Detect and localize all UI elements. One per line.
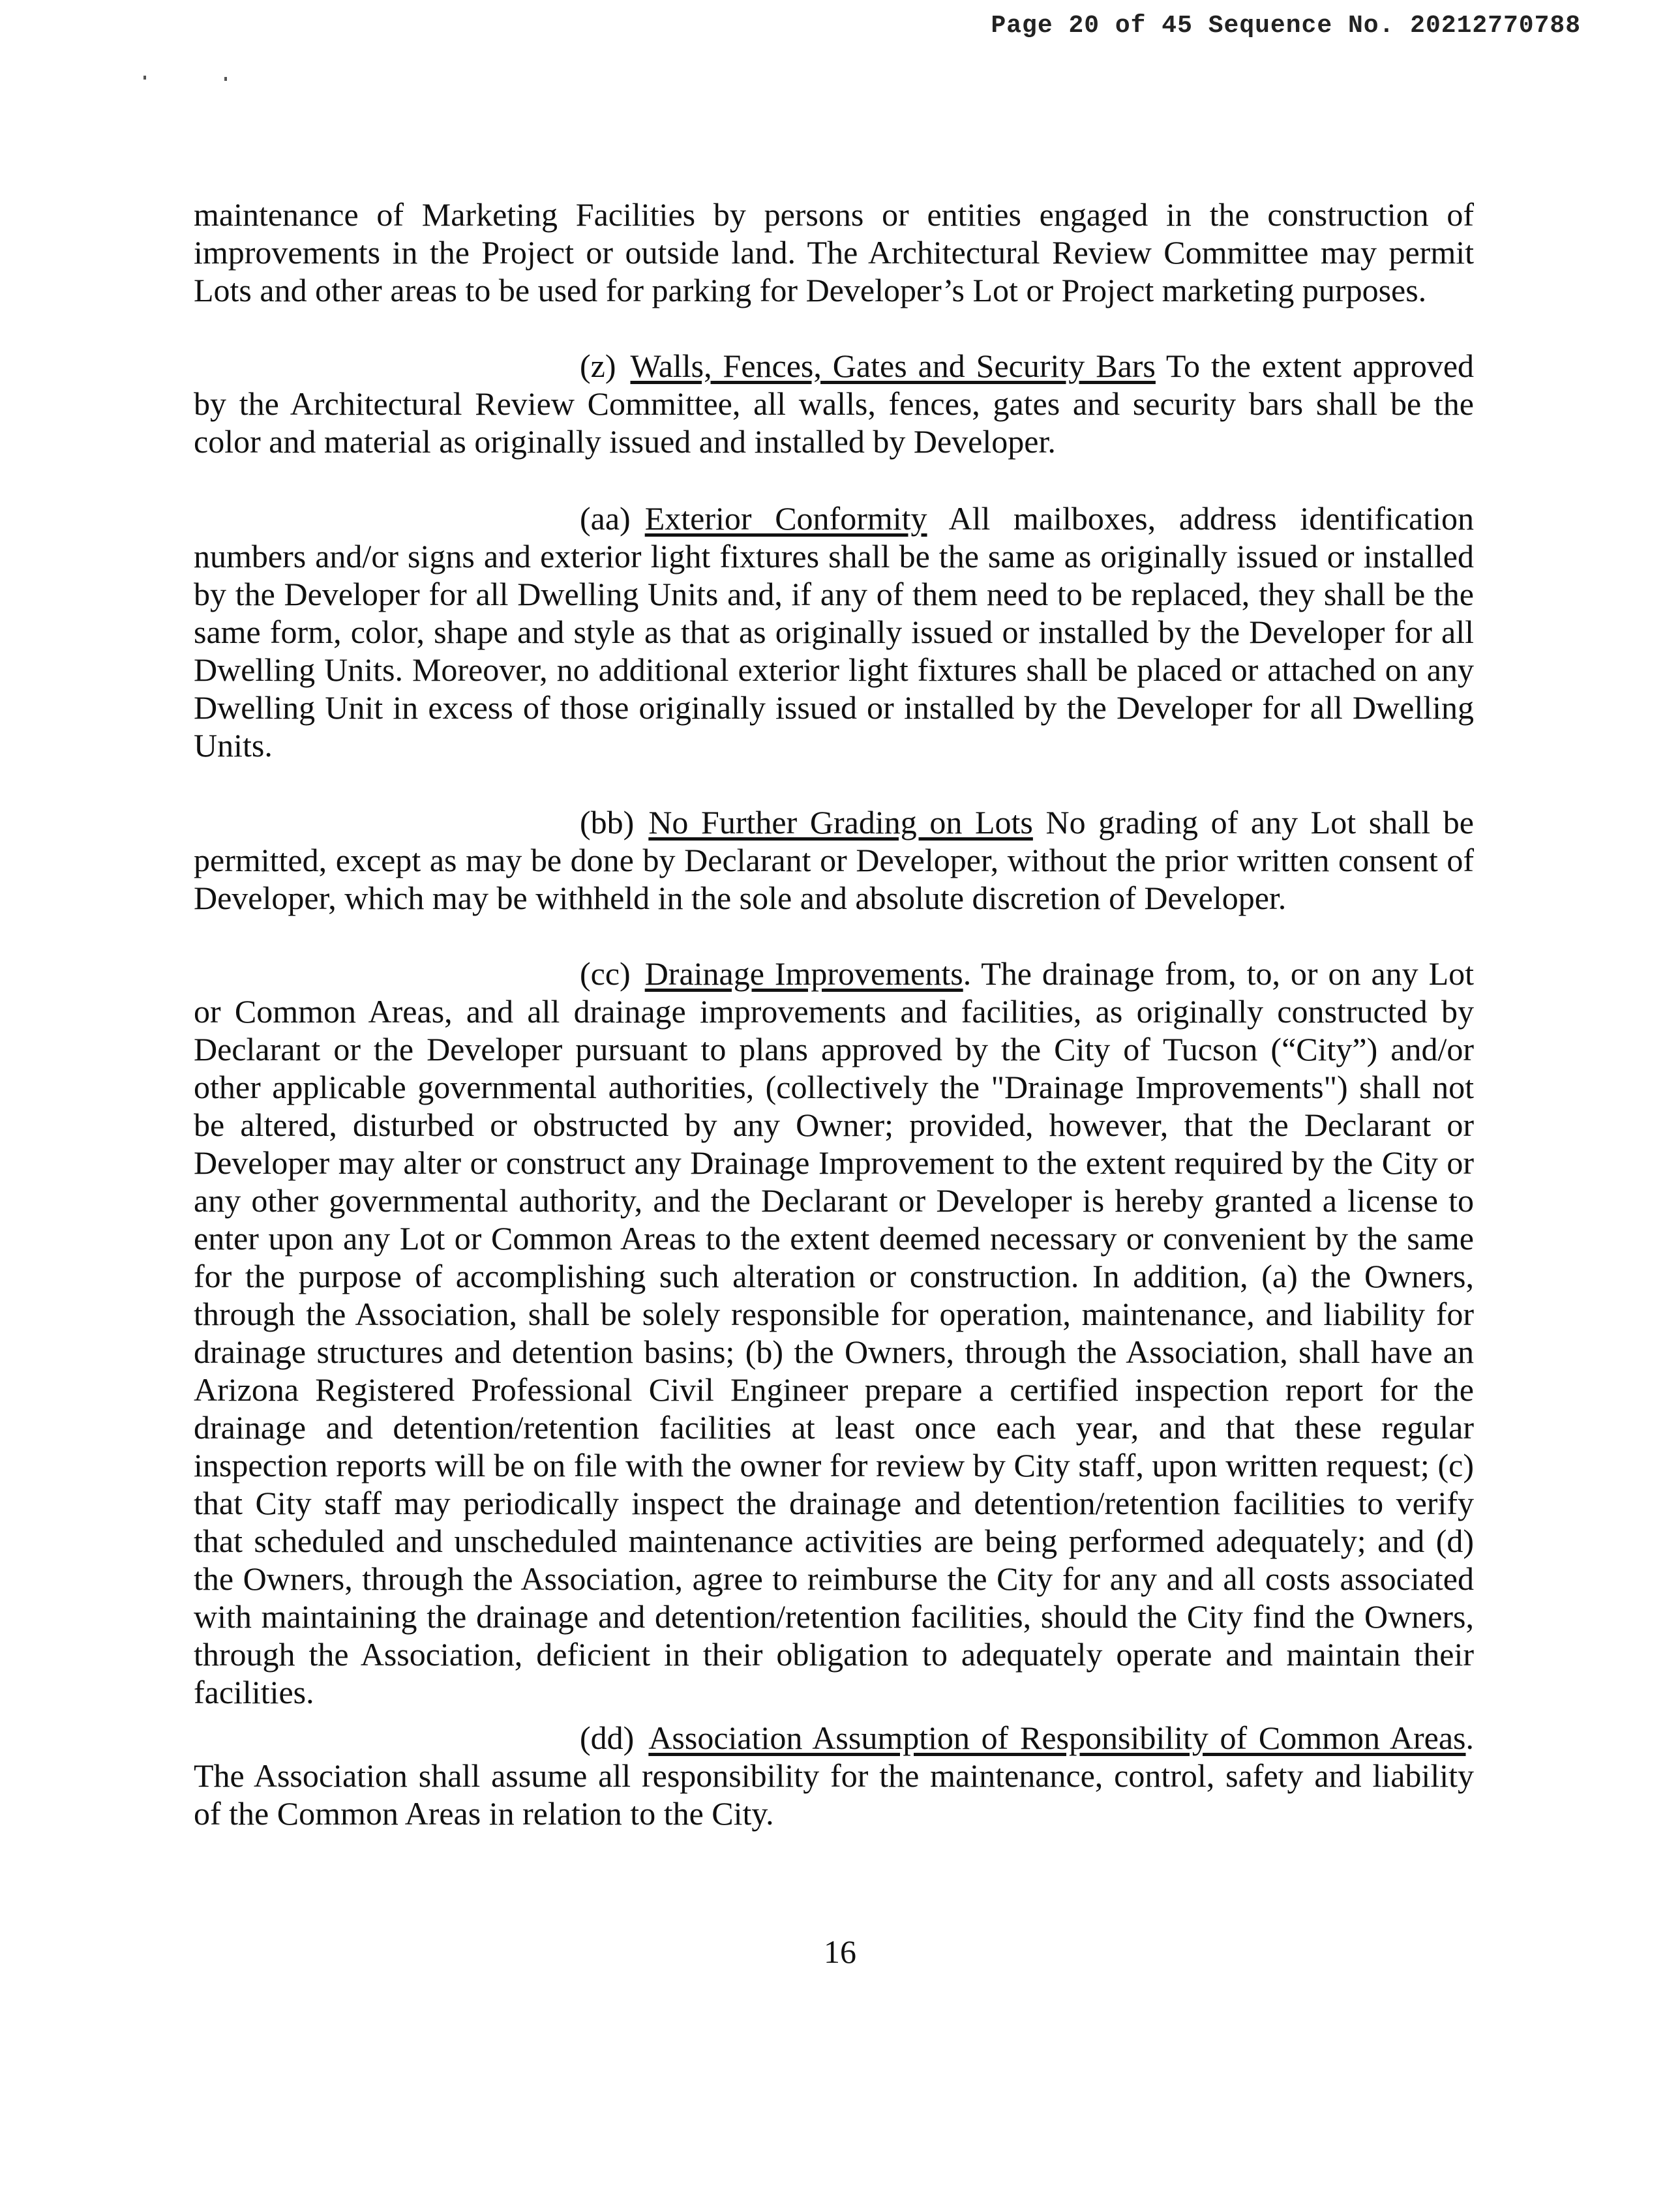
section-heading: Exterior Conformity [644,500,927,537]
paragraph-text: maintenance of Marketing Facilities by persons or entities engaged in the construction of improvements in the Project or outside land. The Architectural Review Committee may permit Lots and other areas to be used for parking for Developer’s Lot or Project marketing purposes. [194,196,1474,308]
section-heading: Drainage Improvements [644,955,963,992]
section-text: To the extent approved by the Architectural Review Committee, all walls, fences, gates and security bars shall be the color and material as originally issued and installed by Developer. [194,348,1475,460]
section-text: No grading of any Lot shall be permitted, except as may be done by Declarant or Developer, without the prior written consent of Developer, which may be withheld in the sole and absolute discretion of Developer. [194,804,1474,916]
paragraph-continuation [194,196,1474,309]
section-aa-exterior-conformity [194,499,1474,764]
section-heading: No Further Grading on Lots [648,804,1033,841]
section-enum: (aa) [580,500,631,537]
section-text: . The Association shall assume all responsibility for the maintenance, control, safety and liability of the Common Areas in relation to the City. [194,1720,1474,1832]
scan-speck [224,77,227,81]
page-stamp-header: Page 20 of 45 Sequence No. 20212770788 [991,12,1581,40]
section-enum: (dd) [580,1720,635,1756]
section-enum: (bb) [580,804,635,841]
section-dd-association-assumption [194,1719,1474,1832]
section-text: . The drainage from, to, or on any Lot or Common Areas, and all drainage improvements and facilities, as originally constructed by Declarant or the Developer pursuant to plans approved by the City of Tucson (“City”) and/or other applicable governmental authorities, (collectively the "Drainage Improvements") shall not be altered, disturbed or obstructed by any Owner; provided, however, that the Declarant or Developer may alter or construct any Drainage Improvement to the extent required by the City or any other governmental authority, and the Declarant or Developer is hereby granted a license to enter upon any Lot or Common Areas to the extent deemed necessary or convenient by the same for the purpose of accomplishing such alteration or construction. In addition, (a) the Owners, through the Association, shall be solely responsible for operation, maintenance, and liability for drainage structures and detention basins; (b) the Owners, through the Association, shall have an Arizona Registered Professional Civil Engineer prepare a certified inspection report for the drainage and detention/retention facilities at least once each year, and that these regular inspection reports will be on file with the owner for review by City staff, upon written request; (c) that City staff may periodically inspect the drainage and detention/retention facilities to verify that scheduled and unscheduled maintenance activities are being performed adequately; and (d) the Owners, through the Association, agree to reimburse the City for any and all costs associated with maintaining the drainage and detention/retention facilities, should the City find the Owners, through the Association, deficient in their obligation to adequately operate and maintain their facilities. [194,955,1475,1710]
scan-speck [143,76,146,80]
section-enum: (z) [580,348,616,384]
page-number: 16 [824,1933,856,1970]
section-cc-drainage-improvements [194,955,1474,1711]
section-bb-no-further-grading [194,803,1474,917]
section-heading: Association Assumption of Responsibility of Common Areas [648,1720,1466,1756]
section-enum: (cc) [580,955,631,992]
section-z-walls-fences [194,347,1474,460]
section-heading: Walls, Fences, Gates and Security Bars [630,348,1156,384]
section-text: All mailboxes, address identification numbers and/or signs and exterior light fixtures shall be the same as originally issued or installed by the Developer for all Dwelling Units and, if any of them need to be replaced, they shall be the same form, color, shape and style as that as originally issued or installed by the Developer for all Dwelling Units. Moreover, no additional exterior light fixtures shall be placed or attached on any Dwelling Unit in excess of those originally issued or installed by the Developer for all Dwelling Units. [194,500,1474,764]
